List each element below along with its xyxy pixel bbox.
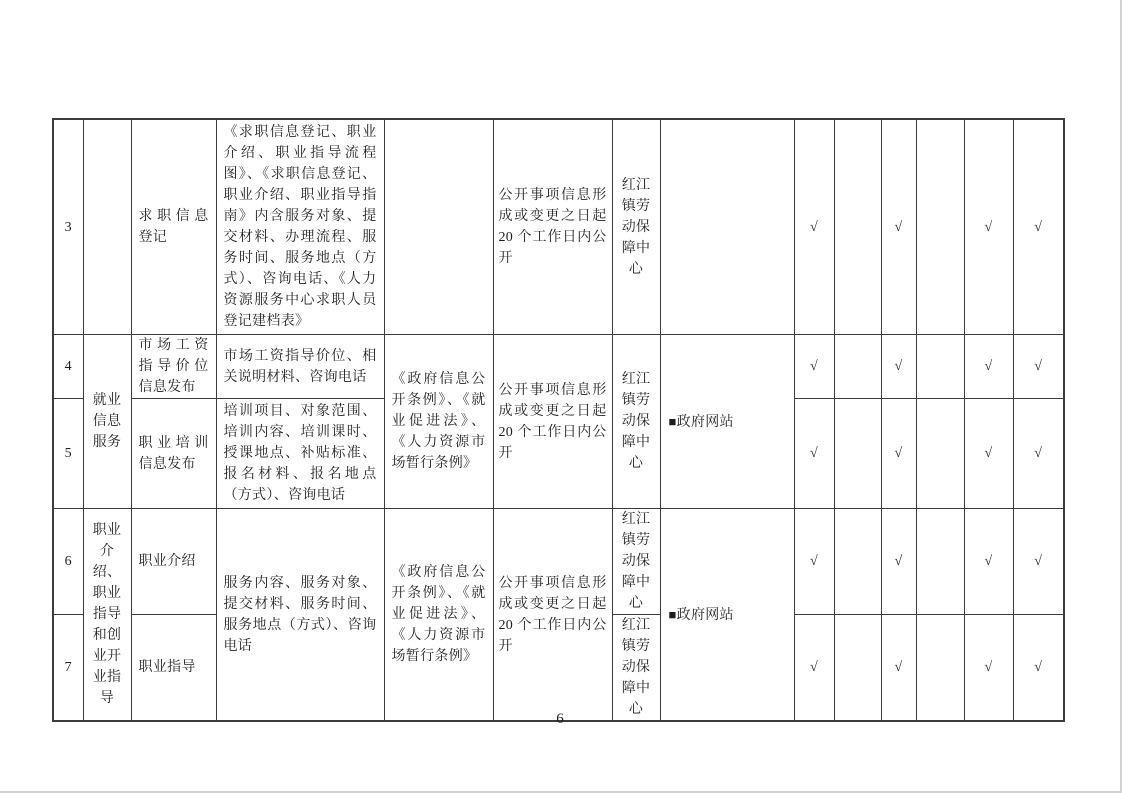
channel-label: 政府网站	[676, 414, 734, 430]
row4-content-cell: 市场工资指导价位、相关说明材料、咨询电话	[216, 335, 384, 399]
row6-check-col4	[916, 509, 964, 615]
row4-item-cell: 市场工资指导价位信息发布	[131, 335, 216, 399]
row3-channel-cell	[660, 119, 794, 335]
table-row	[53, 335, 1064, 399]
row3-timing-cell: 公开事项信息形成或变更之日起 20 个工作日内公开	[493, 119, 612, 335]
row6-unit-cell: 红江镇劳动保障中心	[612, 509, 660, 615]
row6-number-cell: 6	[53, 509, 83, 615]
row3-number-cell: 3	[53, 119, 83, 335]
row3-check-col4	[916, 119, 964, 335]
row7-item-cell: 职业指导	[131, 615, 216, 722]
rows45-unit-cell: 红江镇劳动保障中心	[612, 335, 660, 509]
rows67-content-cell: 服务内容、服务对象、提交材料、服务时间、服务地点（方式）、咨询电话	[216, 509, 384, 722]
row3-content-cell: 《求职信息登记、职业介绍、职业指导流程图》、《求职信息登记、职业介绍、职业指导指南》内含服务对象、提交材料、办理流程、服务时间、服务地点（方式）、咨询电话、《人力资源服务中心求职人员登记建档表》	[216, 119, 384, 335]
row3-check-col5: √	[964, 119, 1013, 335]
rows45-legal-cell: 《政府信息公开条例》、《就业促进法》、《人力资源市场暂行条例》	[384, 335, 493, 509]
page-number: 6	[556, 711, 564, 727]
row4-check-col3: √	[881, 335, 916, 399]
row7-check-col3: √	[881, 615, 916, 722]
row6-item-cell: 职业介绍	[131, 509, 216, 615]
row5-number-cell: 5	[53, 399, 83, 509]
row6-check-col5: √	[964, 509, 1013, 615]
channel-label: 政府网站	[676, 607, 734, 623]
public-disclosure-table	[52, 118, 1065, 722]
row5-check-col3: √	[881, 399, 916, 509]
row7-check-col6: √	[1013, 615, 1064, 722]
rows67-legal-cell: 《政府信息公开条例》、《就业促进法》、《人力资源市场暂行条例》	[384, 509, 493, 722]
row7-unit-cell: 红江镇劳动保障中心	[612, 615, 660, 722]
row6-check-col3: √	[881, 509, 916, 615]
row6-check-col1: √	[794, 509, 834, 615]
row5-check-col2	[834, 399, 881, 509]
table-row	[53, 119, 1064, 335]
row4-check-col4	[916, 335, 964, 399]
row5-check-col6: √	[1013, 399, 1064, 509]
row6-check-col6: √	[1013, 509, 1064, 615]
row6-check-col2	[834, 509, 881, 615]
rows67-channel-cell	[660, 509, 794, 722]
rows45-timing-cell: 公开事项信息形成或变更之日起 20 个工作日内公开	[493, 335, 612, 509]
row3-check-col1: √	[794, 119, 834, 335]
rows45-channel-cell	[660, 335, 794, 509]
row7-number-cell: 7	[53, 615, 83, 722]
row5-check-col5: √	[964, 399, 1013, 509]
rows67-category-cell: 职业介绍、职业指导和创业开业指导	[83, 509, 131, 722]
row5-content-cell: 培训项目、对象范围、培训内容、培训课时、授课地点、补贴标准、报名材料、报名地点（方式）、咨询电话	[216, 399, 384, 509]
row4-check-col6: √	[1013, 335, 1064, 399]
row7-check-col4	[916, 615, 964, 722]
filled-square-icon: ■	[668, 606, 677, 622]
filled-square-icon: ■	[668, 413, 677, 429]
rows45-category-cell: 就业信息服务	[83, 335, 131, 509]
row3-category-cell	[83, 119, 131, 335]
row3-unit-cell: 红江镇劳动保障中心	[612, 119, 660, 335]
row5-check-col4	[916, 399, 964, 509]
table-row	[53, 509, 1064, 615]
row4-check-col5: √	[964, 335, 1013, 399]
row4-check-col2	[834, 335, 881, 399]
rows67-timing-cell: 公开事项信息形成或变更之日起 20 个工作日内公开	[493, 509, 612, 722]
row7-check-col1: √	[794, 615, 834, 722]
row3-legal-cell	[384, 119, 493, 335]
row3-item-cell: 求职信息登记	[131, 119, 216, 335]
row3-check-col3: √	[881, 119, 916, 335]
row7-check-col5: √	[964, 615, 1013, 722]
row5-item-cell: 职业培训信息发布	[131, 399, 216, 509]
row3-check-col6: √	[1013, 119, 1064, 335]
row5-check-col1: √	[794, 399, 834, 509]
row4-number-cell: 4	[53, 335, 83, 399]
row3-check-col2	[834, 119, 881, 335]
row4-check-col1: √	[794, 335, 834, 399]
row7-check-col2	[834, 615, 881, 722]
